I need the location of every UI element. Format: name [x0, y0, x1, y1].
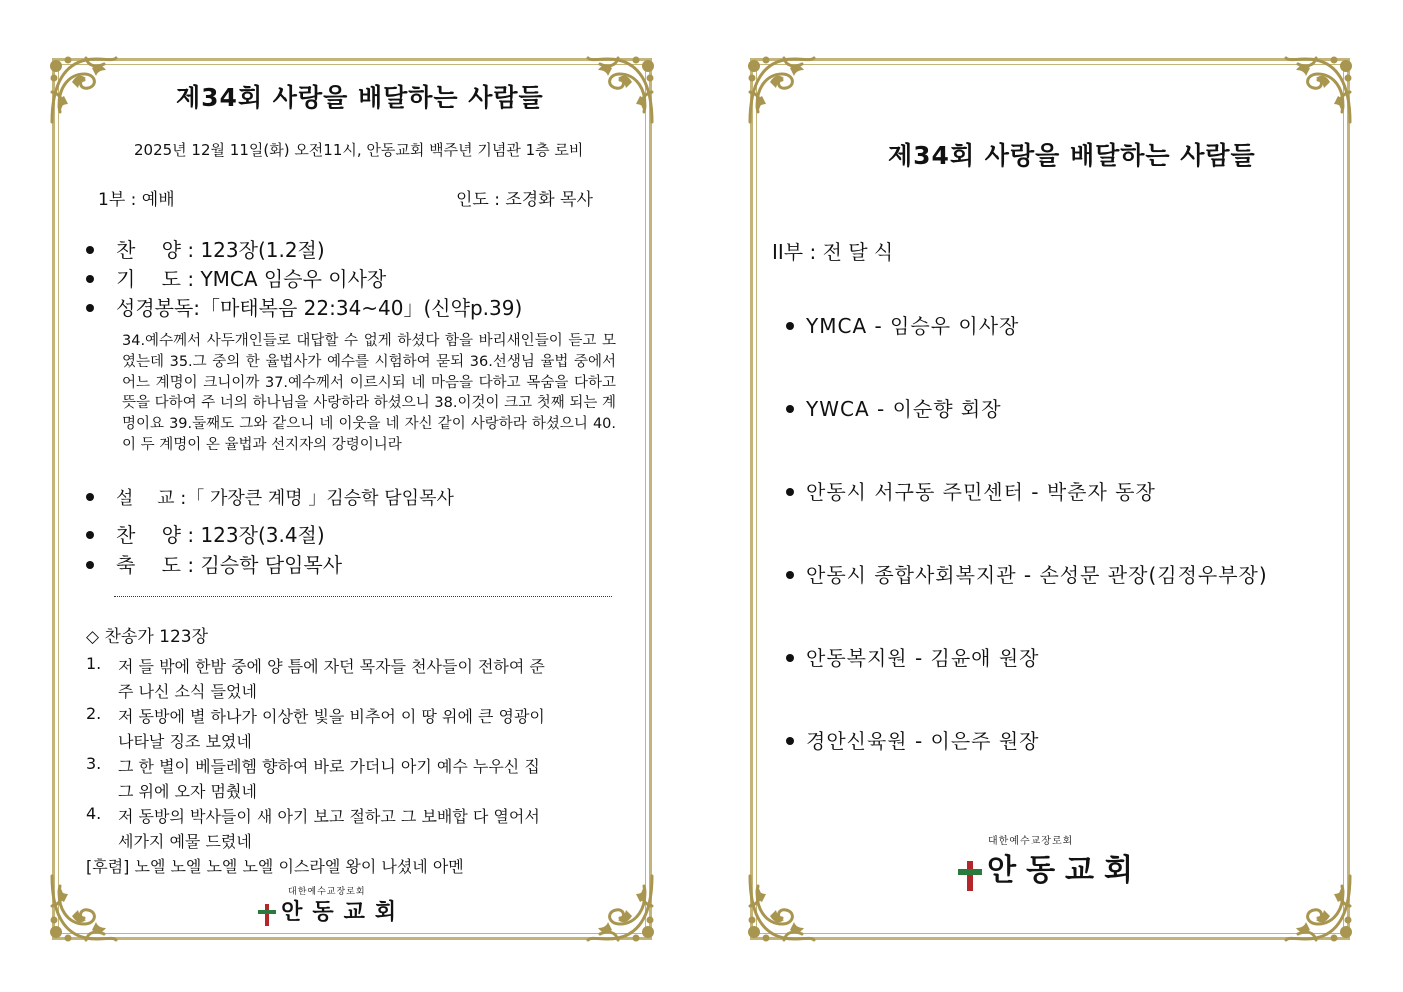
- order-label: 축 도: [116, 553, 181, 577]
- order-label: 찬 양: [116, 238, 181, 262]
- church-logo: [958, 832, 1143, 891]
- order-label: 기 도: [116, 267, 181, 291]
- order-item: [86, 484, 454, 510]
- ornament-corner-icon: [582, 52, 658, 128]
- ornament-corner-icon: [1280, 870, 1356, 946]
- hymn-verse-line: 세가지 예물 드렸네: [118, 832, 252, 851]
- ornament-corner-icon: [744, 52, 820, 128]
- dotted-divider: [114, 596, 612, 597]
- hymn-verse-line: 나타날 징조 보였네: [118, 732, 252, 751]
- recipient-item: [786, 642, 1040, 671]
- order-text: : 123장(1.2절): [187, 238, 325, 262]
- recipient-text: 안동시 종합사회복지관 - 손성문 관장(김정우부장): [806, 563, 1268, 587]
- hymn-verse-line: 그 위에 오자 멈췄네: [118, 782, 257, 801]
- bullet-icon: [786, 322, 794, 330]
- order-text: : YMCA 임승우 이사장: [187, 267, 387, 291]
- church-cross-logo-icon: [258, 904, 276, 926]
- recipient-item: [786, 476, 1156, 505]
- ornament-corner-icon: [744, 870, 820, 946]
- recipient-item: [786, 310, 1019, 339]
- order-item: [86, 292, 522, 321]
- recipient-text: YWCA - 이순향 회장: [806, 397, 1002, 421]
- bullet-icon: [86, 493, 94, 501]
- hymn-refrain: [후렴] 노엘 노엘 노엘 노엘 이스라엘 왕이 나셨네 아멘: [86, 857, 464, 876]
- bullet-icon: [86, 561, 94, 569]
- part-label: II부 : 전 달 식: [772, 240, 894, 264]
- order-text: : 김승학 담임목사: [187, 553, 343, 577]
- hymn-verse-line: 그 한 별이 베들레헴 향하여 바로 가더니 아기 예수 누우신 집: [118, 757, 540, 776]
- logo-denomination: 대한예수교장로회: [288, 887, 366, 897]
- order-label: 찬 양: [116, 523, 181, 547]
- ornament-corner-icon: [46, 870, 122, 946]
- order-item: [86, 234, 325, 263]
- bullet-icon: [86, 531, 94, 539]
- part-label: 1부 : 예배: [98, 190, 175, 210]
- bullet-icon: [786, 654, 794, 662]
- hymn-verse-line: 저 동방의 박사들이 새 아기 보고 절하고 그 보배합 다 열어서: [118, 807, 540, 826]
- logo-church-name: 안동교회: [987, 853, 1144, 888]
- bullet-icon: [786, 488, 794, 496]
- hymn-verse-line: 저 동방에 별 하나가 이상한 빛을 비추어 이 땅 위에 큰 영광이: [118, 707, 545, 726]
- bullet-icon: [786, 737, 794, 745]
- order-text: :「마태복음 22:34~40」(신약p.39): [193, 296, 523, 320]
- recipient-text: 안동시 서구동 주민센터 - 박춘자 동장: [806, 480, 1156, 504]
- page-title: 제34회 사랑을 배달하는 사람들: [176, 83, 544, 112]
- hymn-title: ◇ 찬송가 123장: [86, 627, 209, 647]
- bullet-icon: [786, 571, 794, 579]
- bullet-icon: [86, 246, 94, 254]
- hymn-verse-line: 저 들 밖에 한밤 중에 양 틈에 자던 목자들 천사들이 전하여 준: [118, 657, 545, 676]
- leader: 인도 : 조경화 목사: [456, 190, 593, 210]
- hymn-verse-line: 주 나신 소식 들었네: [118, 682, 257, 701]
- scripture-text: 34.예수께서 사두개인들로 대답할 수 없게 하셨다 함을 바리새인들이 듣고 모였는데 35.그 중의 한 율법사가 예수를 시험하여 묻되 36.선생님 율법 중에서 어느 계명이 크니이까 37.예수께서 이르시되 네 마음을 다하고 목숨을 다하고 뜻을 다하여 주 너의 하나님을 사랑하라 하셨으니 38.이것이 크고 첫째 되는 계명이요 39.둘째도 그와 같으니 네 이웃을 네 자신 같이 사랑하라 하셨으니 40.이 두 계명이 온 율법과 선지자의 강령이니라: [122, 333, 616, 453]
- bullet-icon: [86, 275, 94, 283]
- left-page: [0, 0, 701, 992]
- hymn-verse-number: 3.: [86, 754, 102, 773]
- logo-church-name: 안동교회: [281, 900, 407, 925]
- recipient-item: [786, 559, 1268, 588]
- logo-denomination: 대한예수교장로회: [988, 836, 1074, 847]
- hymn-verse-number: 1.: [86, 654, 102, 673]
- recipient-text: 안동복지원 - 김윤애 원장: [806, 646, 1040, 670]
- order-label: 성경봉독: [116, 296, 194, 320]
- right-page: [702, 0, 1403, 992]
- page-title: 제34회 사랑을 배달하는 사람들: [888, 141, 1256, 170]
- recipient-text: YMCA - 임승우 이사장: [806, 314, 1020, 338]
- hymn-verse-number: 2.: [86, 704, 102, 723]
- church-logo: [258, 884, 406, 926]
- recipient-text: 경안신육원 - 이은주 원장: [806, 729, 1040, 753]
- ornament-corner-icon: [582, 870, 658, 946]
- church-cross-logo-icon: [958, 861, 982, 891]
- bullet-icon: [86, 304, 94, 312]
- hymn-verse-number: 4.: [86, 804, 102, 823]
- order-label: 설 교: [116, 488, 175, 509]
- order-item: [86, 519, 325, 548]
- order-item: [86, 263, 386, 292]
- ornament-corner-icon: [1280, 52, 1356, 128]
- date-location: 2025년 12월 11일(화) 오전11시, 안동교회 백주년 기념관 1층 로비: [134, 141, 584, 159]
- recipient-item: [786, 725, 1040, 754]
- ornament-corner-icon: [46, 52, 122, 128]
- order-item: [86, 549, 342, 578]
- order-text: :「 가장큰 계명 」김승학 담임목사: [180, 488, 454, 509]
- recipient-item: [786, 393, 1002, 422]
- order-text: : 123장(3.4절): [187, 523, 325, 547]
- bullet-icon: [786, 405, 794, 413]
